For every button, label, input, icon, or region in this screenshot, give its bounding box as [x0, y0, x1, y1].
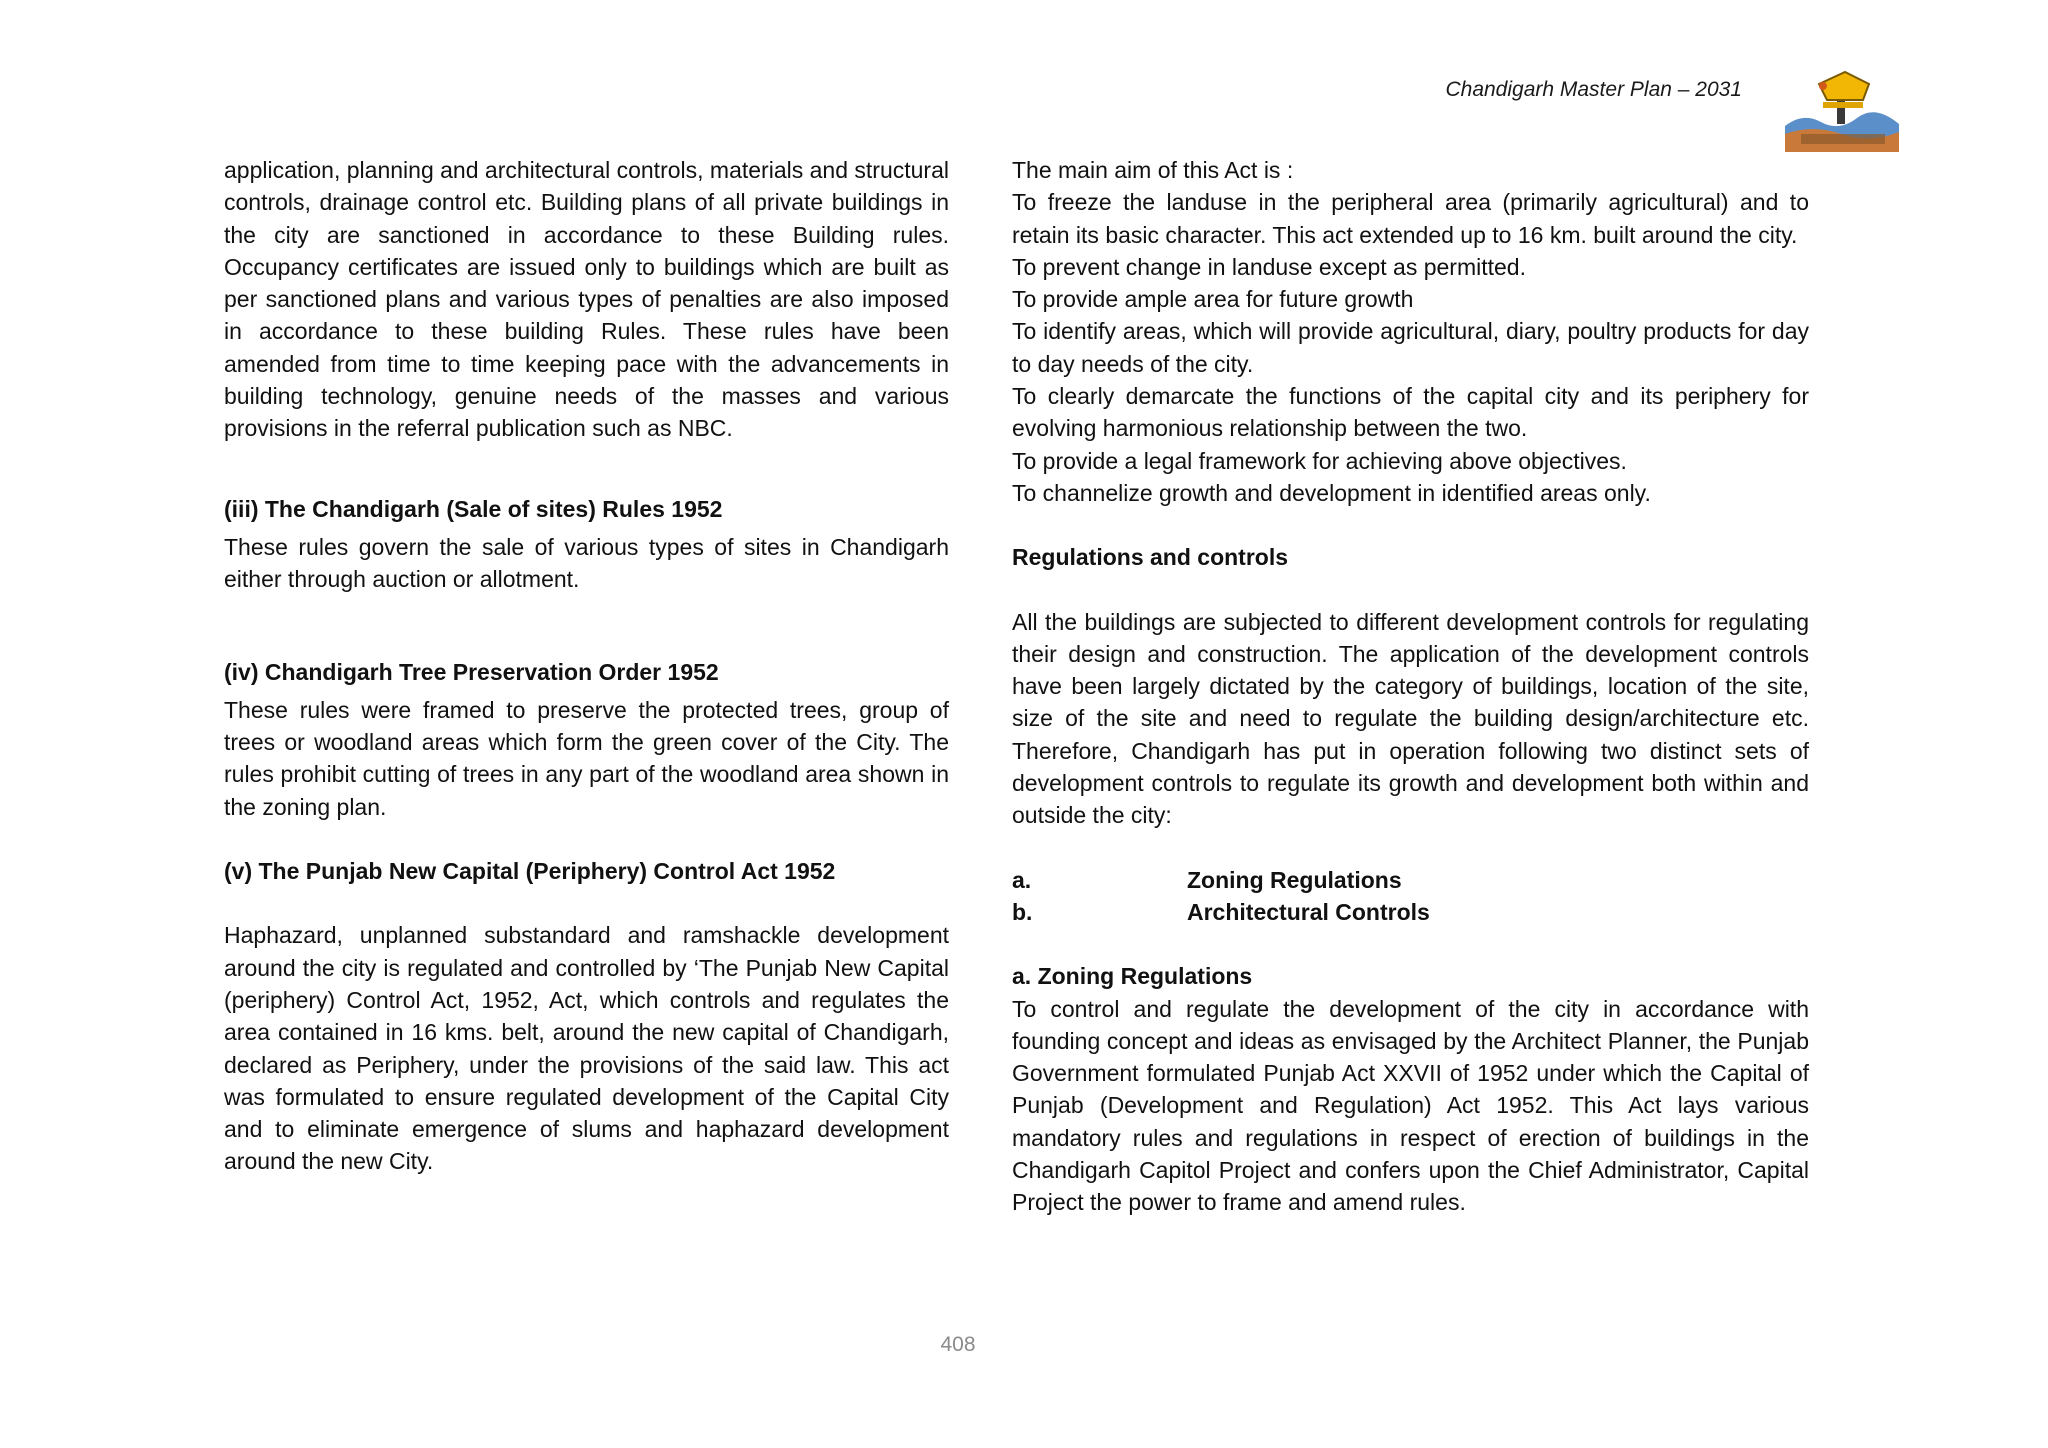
controls-list-item: [1012, 896, 1809, 928]
list-letter: b.: [1012, 898, 1033, 925]
tree-preservation-heading: (iv) Chandigarh Tree Preservation Order 1952: [224, 658, 719, 685]
aim-item: To channelize growth and development in identified areas only.: [1012, 479, 1651, 506]
aim-item: To freeze the landuse in the peripheral area (primarily agricultural) and to retain its basic character. This act extended up to 16 km. built around the city.: [1012, 189, 1809, 248]
intro-paragraph: application, planning and architectural controls, materials and structural controls, drainage control etc. Building plans of all private buildings in the city are sanctioned in accordance to these Building rules. Occupancy certificates are issued only to buildings which are built as per sanctioned plans and various types of penalties are also imposed in accordance to these building Rules. These rules have been amended from time to time keeping pace with the advancements in building technology, genuine needs of the masses and various provisions in the referral publication such as NBC.: [224, 157, 949, 442]
list-label: Architectural Controls: [1187, 898, 1430, 925]
list-label: Zoning Regulations: [1187, 866, 1402, 893]
list-letter: a.: [1012, 866, 1032, 893]
aim-item: To clearly demarcate the functions of the capital city and its periphery for evolving harmonious relationship between the two.: [1012, 383, 1809, 442]
aims-intro: The main aim of this Act is :: [1012, 157, 1294, 183]
zoning-regulations-heading: a. Zoning Regulations: [1012, 963, 1253, 990]
controls-list-item: [1012, 864, 1809, 896]
document-header-title: Chandigarh Master Plan – 2031: [1445, 78, 1742, 101]
aim-item: To provide a legal framework for achieving above objectives.: [1012, 447, 1627, 474]
aim-item: To identify areas, which will provide agricultural, diary, poultry products for day to day needs of the city.: [1012, 318, 1809, 377]
regulations-body: All the buildings are subjected to different development controls for regulating their design and construction. The application of the development controls have been largely dictated by the category of buildings, location of the site, size of the site and need to regulate the building design/architecture etc. Therefore, Chandigarh has put in operation following two distinct sets of development controls to regulate its growth and development both within and outside the city:: [1012, 608, 1809, 829]
periphery-act-heading: (v) The Punjab New Capital (Periphery) Control Act 1952: [224, 858, 836, 885]
regulations-heading: Regulations and controls: [1012, 544, 1289, 571]
aim-item: To provide ample area for future growth: [1012, 286, 1414, 313]
left-column: [224, 154, 949, 1178]
tree-preservation-body: These rules were framed to preserve the protected trees, group of trees or woodland areas which form the green cover of the City. The rules prohibit cutting of trees in any part of the woodland area shown in the zoning plan.: [224, 696, 949, 820]
aim-item: To prevent change in landuse except as permitted.: [1012, 253, 1526, 280]
periphery-act-body: Haphazard, unplanned substandard and ramshackle development around the city is regulated and controlled by ‘The Punjab New Capital (periphery) Control Act, 1952, Act, which controls and regulates the area contained in 16 kms. belt, around the new capital of Chandigarh, declared as Periphery, under the provisions of the said law. This act was formulated to ensure regulated development of the Capital City and to eliminate emergence of slums and haphazard development around the new City.: [224, 922, 949, 1175]
sale-of-sites-body: These rules govern the sale of various types of sites in Chandigarh either through auction or allotment.: [224, 533, 949, 593]
page-number: 408: [940, 1333, 976, 1356]
right-column: [1012, 154, 1809, 1219]
chandigarh-emblem-logo: [1783, 64, 1901, 154]
zoning-regulations-body: To control and regulate the development of the city in accordance with founding concept and ideas as envisaged by the Architect Planner, the Punjab Government formulated Punjab Act XXVII of 1952 under which the Capital of Punjab (Development and Regulation) Act 1952. This Act lays various mandatory rules and regulations in respect of erection of buildings in the Chandigarh Capitol Project and confers upon the Chief Administrator, Capital Project the power to frame and amend rules.: [1012, 995, 1809, 1216]
sale-of-sites-heading: (iii) The Chandigarh (Sale of sites) Rules 1952: [224, 495, 723, 522]
